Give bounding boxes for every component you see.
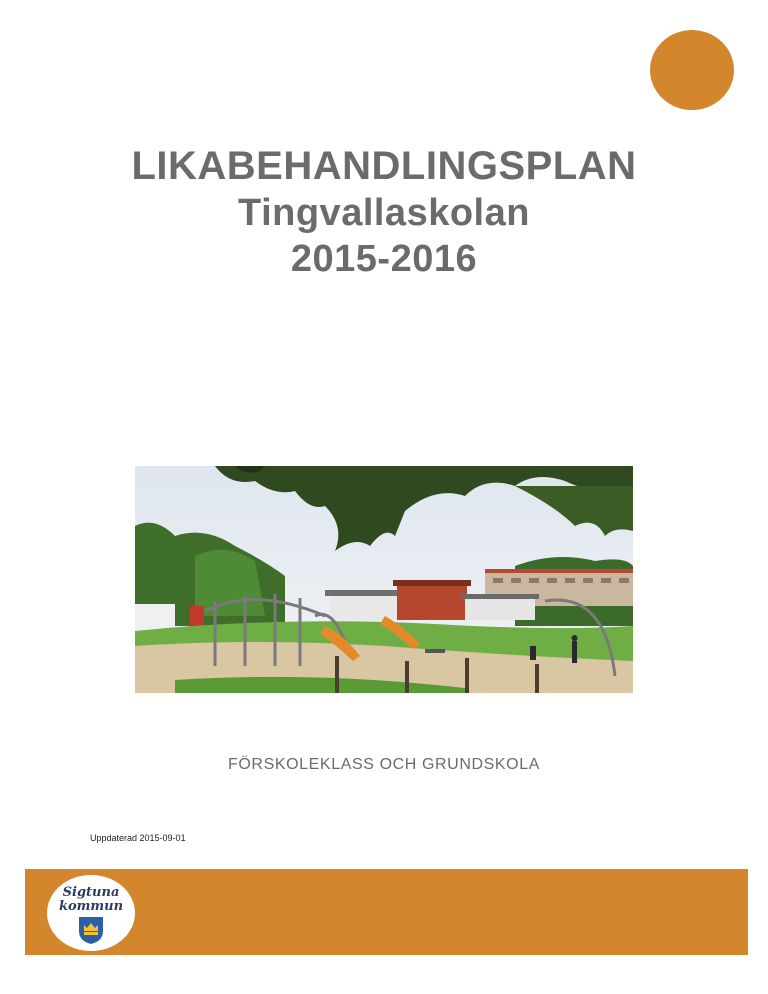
title-line-1: LIKABEHANDLINGSPLAN <box>131 144 637 188</box>
logo-text-line-2: kommun <box>58 899 124 914</box>
logo-text-line-1: Sigtuna <box>62 885 120 900</box>
crown-shield-icon <box>78 915 104 945</box>
sigtuna-kommun-logo <box>47 875 135 951</box>
title-line-3: 2015-2016 <box>290 238 478 280</box>
updated-date: Uppdaterad 2015-09-01 <box>90 833 186 843</box>
title-line-2: Tingvallaskolan <box>238 192 530 234</box>
subtitle: FÖRSKOLEKLASS OCH GRUNDSKOLA <box>228 756 540 773</box>
decorative-orange-circle <box>650 30 734 110</box>
page-title <box>0 142 768 282</box>
schoolyard-photo <box>135 466 633 693</box>
